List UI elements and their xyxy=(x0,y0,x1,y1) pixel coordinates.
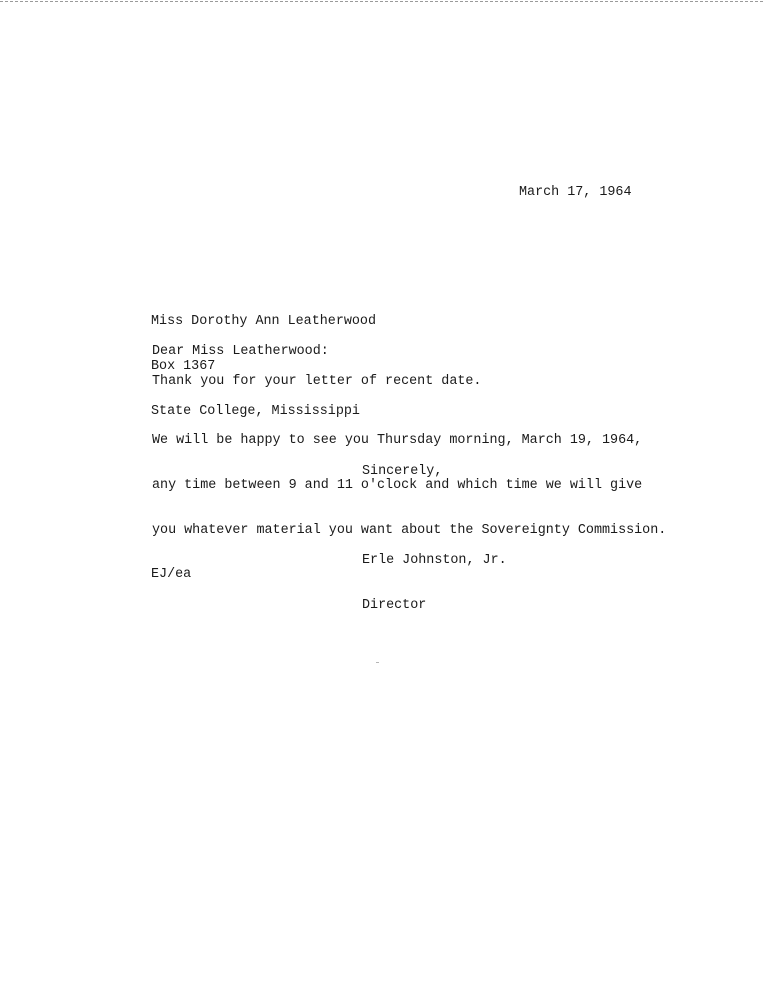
signer-title: Director xyxy=(362,598,427,613)
reference-initials: EJ/ea xyxy=(151,567,192,582)
signer-name: Erle Johnston, Jr. xyxy=(362,553,507,568)
page-top-border xyxy=(0,1,763,2)
paragraph-line: you whatever material you want about the Sovereignty Commission. xyxy=(152,523,667,538)
paragraph-line: any time between 9 and 11 o'clock and which time we will give xyxy=(152,478,643,493)
body-paragraph-1: Thank you for your letter of recent date. xyxy=(152,374,482,389)
recipient-box: Box 1367 xyxy=(151,359,216,374)
salutation: Dear Miss Leatherwood: xyxy=(152,344,329,359)
paper-speck xyxy=(376,662,379,663)
recipient-name: Miss Dorothy Ann Leatherwood xyxy=(151,314,376,329)
signature-block xyxy=(362,523,507,628)
letter-date: March 17, 1964 xyxy=(519,185,632,200)
complimentary-closing: Sincerely, xyxy=(362,464,443,479)
recipient-city: State College, Mississippi xyxy=(151,404,360,419)
paragraph-line: We will be happy to see you Thursday morning, March 19, 1964, xyxy=(152,433,643,448)
